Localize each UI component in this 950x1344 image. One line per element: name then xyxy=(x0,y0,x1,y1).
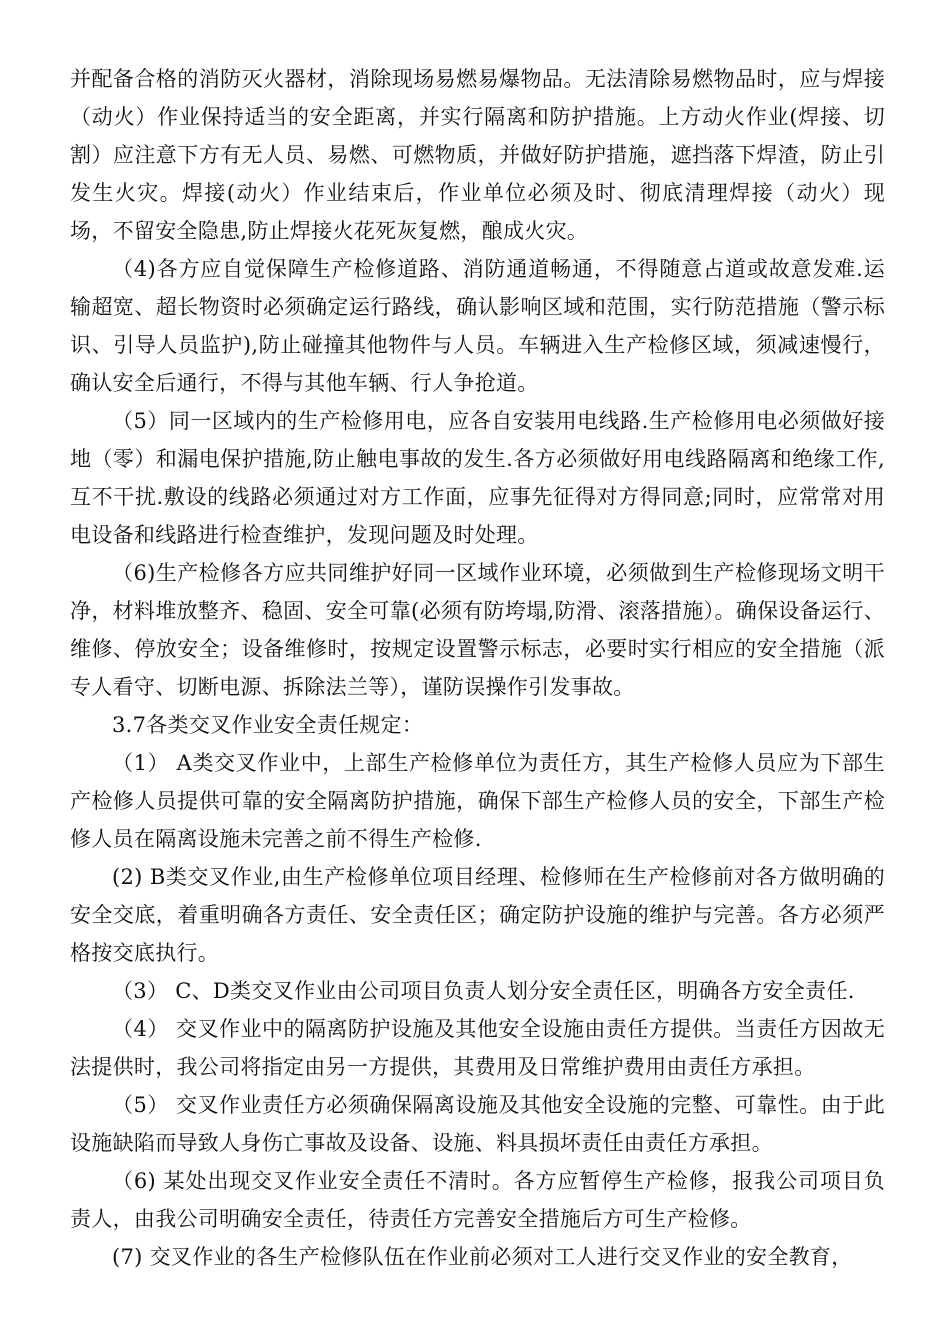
paragraph-fire-safety-continued: 并配备合格的消防灭火器材，消除现场易燃易爆物品。无法清除易燃物品时，应与焊接（动火）作业保持适当的安全距离，并实行隔离和防护措施。上方动火作业(焊接、切割）应注意下方有无人员、易燃、可燃物质，并做好防护措施，遮挡落下焊渣，防止引发生火灾。焊接(动火）作业结束后，作业单位必须及时、彻底清理焊接（动火）现场，不留安全隐患,防止焊接火花死灰复燃，酿成火灾。 xyxy=(70,67,885,243)
paragraph-item-5-electricity: （5）同一区域内的生产检修用电，应各自安装用电线路.生产检修用电必须做好接地（零）和漏电保护措施,防止触电事故的发生.各方必须做好用电线路隔离和绝缘工作,互不干扰.敷设的线路必须通过对方工作面，应事先征得对方得同意;同时，应常常对用电设备和线路进行检查维护，发现问题及时处理。 xyxy=(70,409,885,547)
paragraph-rule-6: （6) 某处出现交叉作业安全责任不清时。各方应暂停生产检修，报我公司项目负责人，由我公司明确安全责任，待责任方完善安全措施后方可生产检修。 xyxy=(70,1169,885,1231)
paragraph-rule-3: （3） C、D类交叉作业由公司项目负责人划分安全责任区，明确各方安全责任. xyxy=(112,979,855,1003)
section-heading-3-7: 3.7各类交叉作业安全责任规定： xyxy=(112,713,424,737)
paragraph-rule-1: （1） A类交叉作业中，上部生产检修单位为责任方，其生产检修人员应为下部生产检修人员提供可靠的安全隔离防护措施，确保下部生产检修人员的安全，下部生产检修人员在隔离设施未完善之前不得生产检修. xyxy=(70,751,885,851)
paragraph-rule-7: (7) 交叉作业的各生产检修队伍在作业前必须对工人进行交叉作业的安全教育， xyxy=(112,1245,853,1269)
paragraph-rule-5: （5） 交叉作业责任方必须确保隔离设施及其他安全设施的完整、可靠性。由于此设施缺陷而导致人身伤亡事故及设备、设施、料具损坏责任由责任方承担。 xyxy=(70,1093,885,1155)
paragraph-item-6-environment: （6)生产检修各方应共同维护好同一区域作业环境，必须做到生产检修现场文明干净，材料堆放整齐、稳固、安全可靠(必须有防垮塌,防滑、滚落措施）。确保设备运行、维修、停放安全；设备维修时，按规定设置警示标志，必要时实行相应的安全措施（派专人看守、切断电源、拆除法兰等），谨防误操作引发事故。 xyxy=(70,561,885,699)
paragraph-rule-4: （4） 交叉作业中的隔离防护设施及其他安全设施由责任方提供。当责任方因故无法提供时，我公司将指定由另一方提供，其费用及日常维护费用由责任方承担。 xyxy=(70,1017,885,1079)
paragraph-item-4-roads: （4)各方应自觉保障生产检修道路、消防通道畅通，不得随意占道或故意发难.运输超宽、超长物资时必须确定运行路线，确认影响区域和范围，实行防范措施（警示标识、引导人员监护),防止碰撞其他物件与人员。车辆进入生产检修区域，须减速慢行，确认安全后通行，不得与其他车辆、行人争抢道。 xyxy=(70,257,885,395)
paragraph-rule-2: (2) B类交叉作业,由生产检修单位项目经理、检修师在生产检修前对各方做明确的安全交底，着重明确各方责任、安全责任区；确定防护设施的维护与完善。各方必须严格按交底执行。 xyxy=(70,865,885,965)
document-body xyxy=(70,60,885,1276)
